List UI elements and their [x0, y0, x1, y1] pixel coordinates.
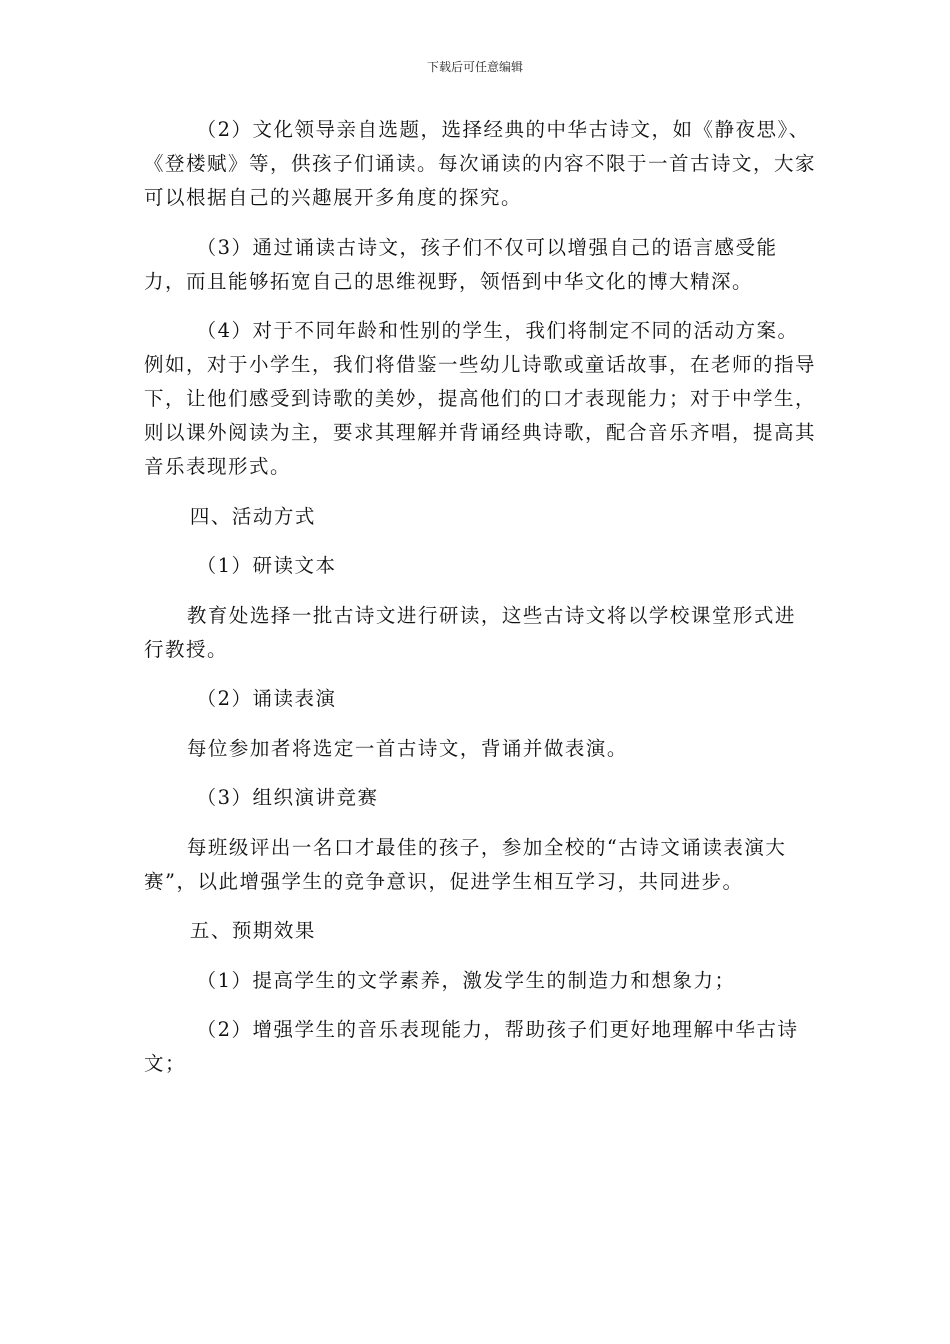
page-header-note: 下载后可任意编辑	[426, 60, 523, 74]
subheading-speech-contest: （3）组织演讲竞赛	[196, 786, 379, 809]
paragraph-result-literacy: （1）提高学生的文学素养，激发学生的制造力和想象力；	[196, 968, 736, 992]
paragraph-recitation-performance: 每位参加者将选定一首古诗文，背诵并做表演。	[186, 736, 628, 760]
subheading-study-texts: （1）研读文本	[196, 554, 337, 577]
document-body	[144, 113, 816, 1097]
paragraph-item-4-plans: （4）对于不同年龄和性别的学生，我们将制定不同的活动方案。例如，对于小学生，我们将借鉴一些幼儿诗歌或童话故事，在老师的指导下，让他们感受到诗歌的美妙，提高他们的口才表现能力；对于中学生，则以课外阅读为主，要求其理解并背诵经典诗歌，配合音乐齐唱，提高其音乐表现形式。	[144, 319, 817, 478]
paragraph-item-2-selection: （2）文化领导亲自选题，选择经典的中华古诗文，如《静夜思》、《登楼赋》等，供孩子们诵读。每次诵读的内容不限于一首古诗文，大家可以根据自己的兴趣展开多角度的探究。	[144, 118, 817, 209]
section-heading-expected-results: 五、预期效果	[189, 919, 316, 942]
section-heading-activity-methods: 四、活动方式	[189, 504, 316, 528]
subheading-recitation-performance: （2）诵读表演	[196, 687, 337, 710]
paragraph-item-3-benefit: （3）通过诵读古诗文，孩子们不仅可以增强自己的语言感受能力，而且能够拓宽自己的思维视野，领悟到中华文化的博大精深。	[144, 235, 778, 293]
paragraph-study-texts: 教育处选择一批古诗文进行研读，这些古诗文将以学校课堂形式进行教授。	[144, 603, 796, 661]
paragraph-speech-contest: 每班级评出一名口才最佳的孩子，参加全校的“古诗文诵读表演大赛”，以此增强学生的竞争意识，促进学生相互学习，共同进步。	[144, 835, 787, 893]
paragraph-result-music: （2）增强学生的音乐表现能力，帮助孩子们更好地理解中华古诗文；	[144, 1018, 799, 1075]
